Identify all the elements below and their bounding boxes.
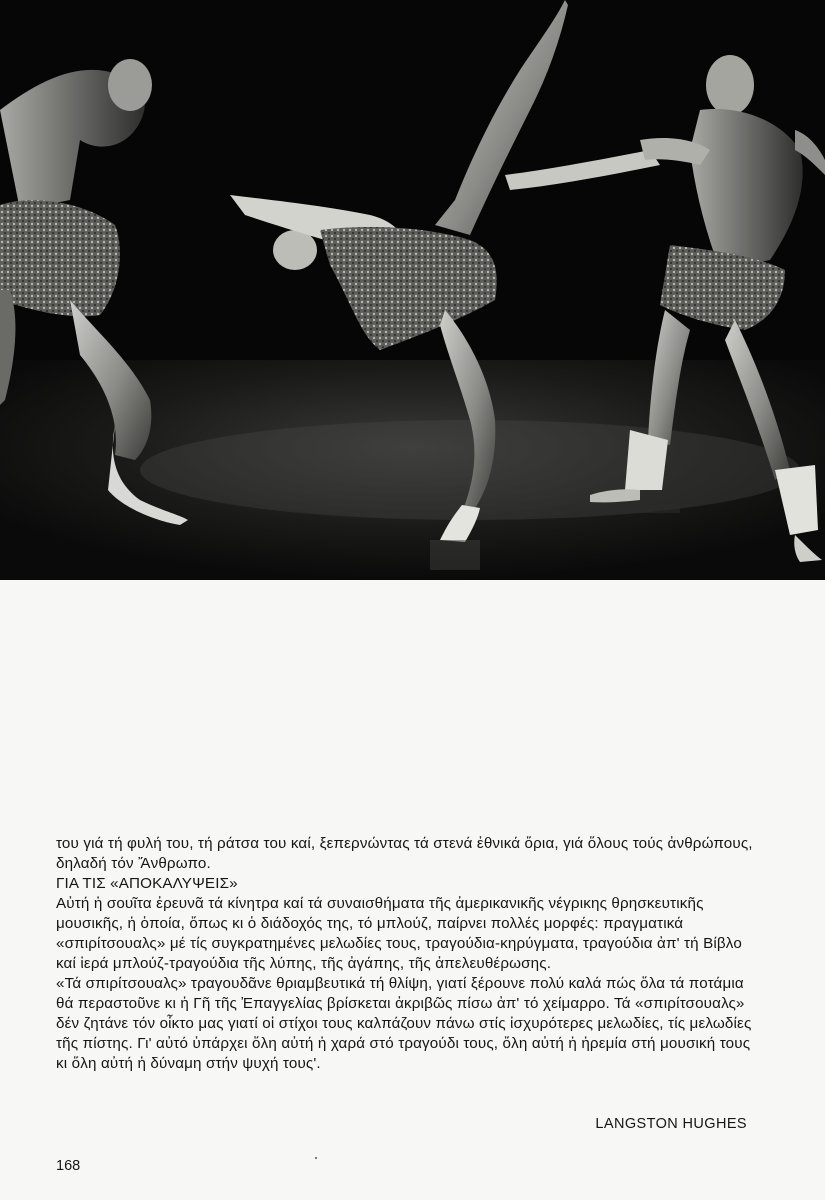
print-speck [315,1157,317,1159]
page-number: 168 [56,1158,81,1174]
paragraph-continuation: του γιά τή φυλή του, τή ράτσα του καί, ξεπερνώντας τά στενά ἐθνικά ὅρια, γιά ὅλους τούς ἀνθρώπους, δηλαδή τόν Ἄνθρωπο. [56,835,753,872]
paragraph-spirituals: «Τά σπιρίτσουαλς» τραγουδᾶνε θριαμβευτικά τή θλίψη, γιατί ξέρουνε πολύ καλά πώς ὅλα τά ποτάμια θά περαστοῦνε κι ἡ Γῆ τῆς Ἐπαγγελίας βρίσκεται ἀκριβῶς πίσω ἀπ' τό χείμαρρο. Τά «σπιρίτσουαλς» δέν ζητάνε τόν οἶκτο μας γιατί οἱ στίχοι τους καλπάζουν πάνω στίς ἰσχυρότερες μελωδίες, τίς μελωδίες τῆς πίστης. Γι' αὐτό ὑπάρχει ὅλη αὐτή ἡ χαρά στό τραγούδι τους, ὅλη αὐτή ἡ ἠρεμία στή μουσική τους κι ὅλη αὐτή ἡ δύναμη στήν ψυχή τους'. [56,975,752,1072]
article-text [56,834,756,1074]
paragraph-suite-description: Αὐτή ἡ σουῖτα ἐρευνᾶ τά κίνητρα καί τά συναισθήματα τῆς ἀμερικανικῆς νέγρικης θρησκευτικῆς μουσικῆς, ἡ ὁποία, ὅπως κι ὁ διάδοχός της, τό μπλούζ, παίρνει πολλές μορφές: πραγματικά «σπιρίτσουαλς» μέ τίς συγκρατημένες μελωδίες τους, τραγούδια-κηρύγματα, τραγούδια ἀπ' τή Βίβλο καί ἱερά μπλούζ-τραγούδια τῆς λύπης, τῆς ἀγάπης, τῆς ἀπελευθέρωσης. [56,895,742,972]
dancers-photograph [0,0,825,580]
author-name: LANGSTON HUGHES [595,1116,747,1132]
photo-illustration [0,0,825,580]
section-heading: ΓΙΑ ΤΙΣ «ΑΠΟΚΑΛΥΨΕΙΣ» [56,875,238,892]
